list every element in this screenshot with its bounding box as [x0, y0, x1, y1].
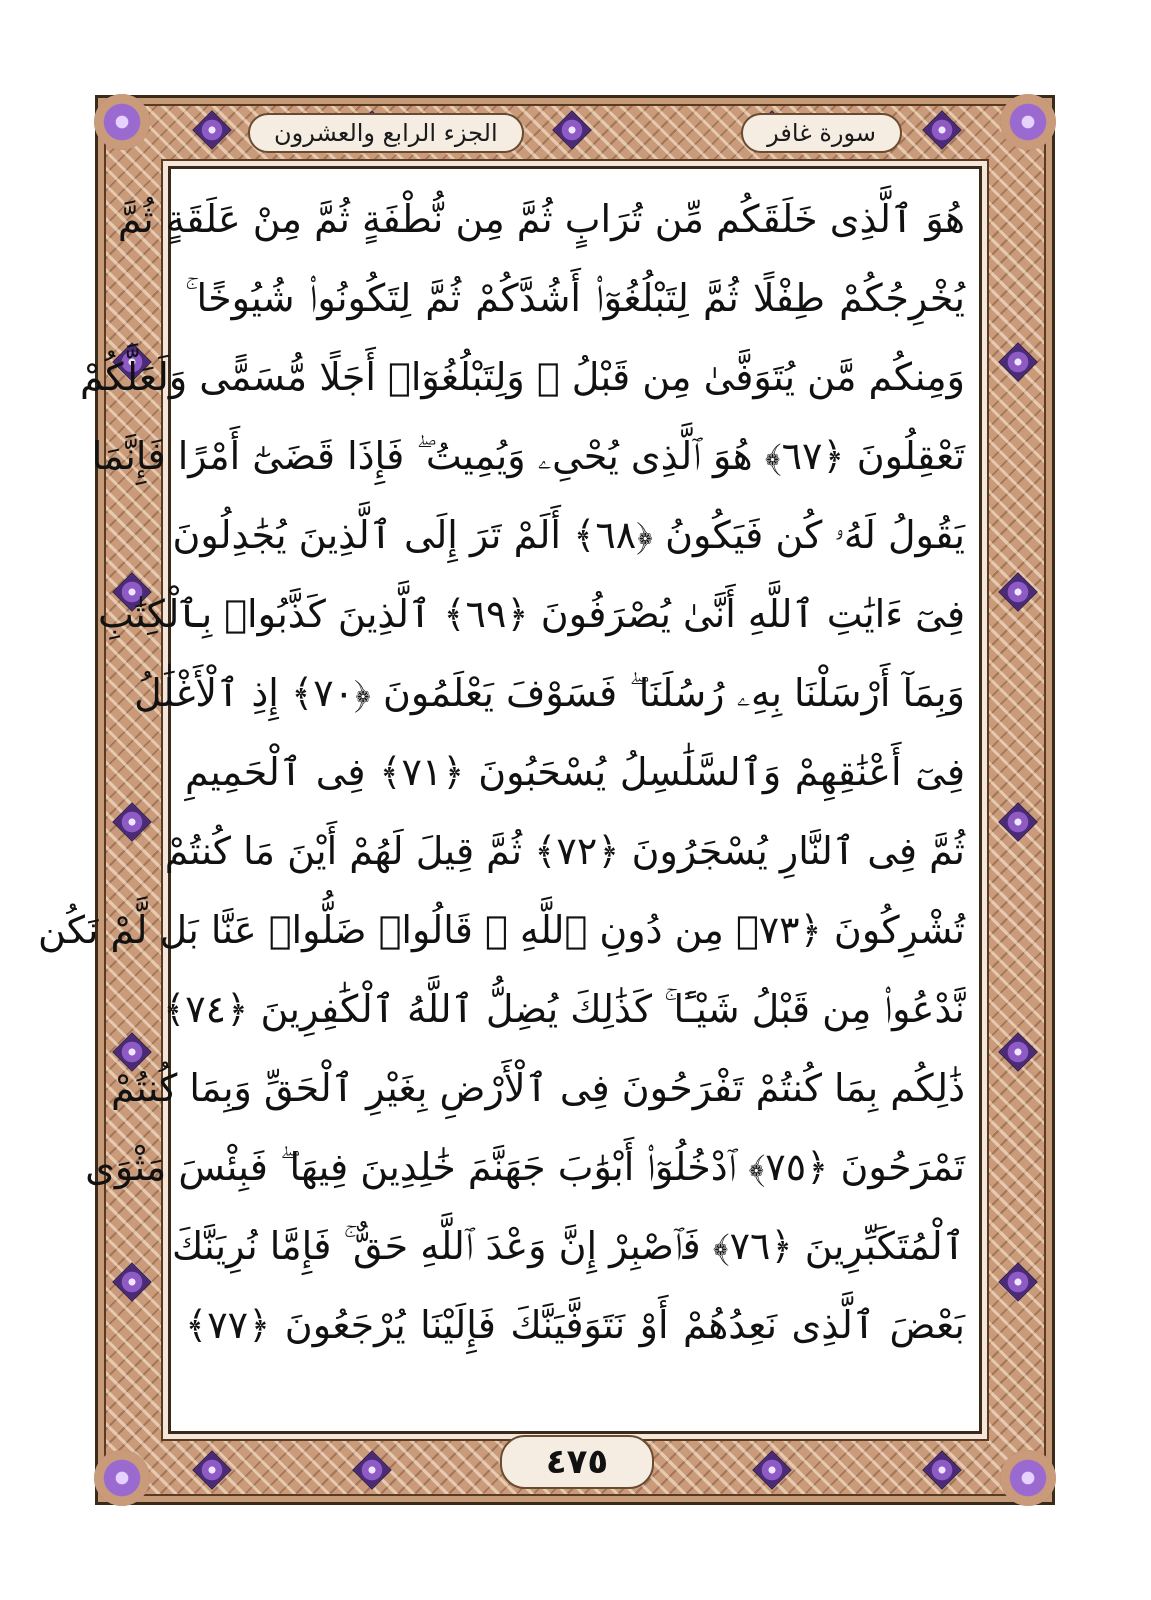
juz-label: الجزء الرابع والعشرون [248, 113, 524, 153]
verse-line: تُشْرِكُونَ ﴿٧٣﴾ مِن دُونِ ٱللَّهِ ۖ قَالُوا۟ ضَلُّوا۟ عَنَّا بَل لَّمْ نَكُن [37, 908, 965, 952]
verse-line: ثُمَّ فِى ٱلنَّارِ يُسْجَرُونَ ﴿٧٢﴾ ثُمَّ قِيلَ لَهُمْ أَيْنَ مَا كُنتُمْ [164, 829, 965, 873]
page-header [168, 108, 982, 158]
verse-line: بَعْضَ ٱلَّذِى نَعِدُهُمْ أَوْ نَتَوَفَّيَنَّكَ فَإِلَيْنَا يُرْجَعُونَ ﴿٧٧﴾ [185, 1303, 965, 1347]
verse-text-block [37, 188, 965, 1368]
corner-ornament-bottom-left [94, 1450, 150, 1506]
verse-line: فِىٓ أَعْنَٰقِهِمْ وَٱلسَّلَٰسِلُ يُسْحَبُونَ ﴿٧١﴾ فِى ٱلْحَمِيمِ [185, 750, 965, 794]
verse-line: يُخْرِجُكُمْ طِفْلًا ثُمَّ لِتَبْلُغُوٓا۟ أَشُدَّكُمْ ثُمَّ لِتَكُونُوا۟ شُيُوخًا ۚ [185, 276, 965, 320]
verse-line: تَمْرَحُونَ ﴿٧٥﴾ ٱدْخُلُوٓا۟ أَبْوَٰبَ جَهَنَّمَ خَٰلِدِينَ فِيهَا ۖ فَبِئْسَ مَثْوَى [85, 1145, 965, 1189]
verse-line: وَمِنكُم مَّن يُتَوَفَّىٰ مِن قَبْلُ ۖ وَلِتَبْلُغُوٓا۟ أَجَلًا مُّسَمًّى وَلَعَلَّكُمْ [80, 355, 965, 399]
verse-line: ٱلْمُتَكَبِّرِينَ ﴿٧٦﴾ فَٱصْبِرْ إِنَّ وَعْدَ ٱللَّهِ حَقٌّ ۚ فَإِمَّا نُرِيَنَّكَ [172, 1224, 965, 1268]
verse-line: وَبِمَآ أَرْسَلْنَا بِهِۦ رُسُلَنَا ۖ فَسَوْفَ يَعْلَمُونَ ﴿٧٠﴾ إِذِ ٱلْأَغْلَٰلُ [134, 671, 965, 715]
verse-line: يَقُولُ لَهُۥ كُن فَيَكُونُ ﴿٦٨﴾ أَلَمْ تَرَ إِلَى ٱلَّذِينَ يُجَٰدِلُونَ [172, 513, 965, 557]
surah-label: سورة غافر [741, 113, 902, 153]
verse-line: نَّدْعُوا۟ مِن قَبْلُ شَيْـًٔا ۚ كَذَٰلِكَ يُضِلُّ ٱللَّهُ ٱلْكَٰفِرِينَ ﴿٧٤﴾ [163, 987, 965, 1031]
verse-line: تَعْقِلُونَ ﴿٦٧﴾ هُوَ ٱلَّذِى يُحْىِۦ وَيُمِيتُ ۖ فَإِذَا قَضَىٰٓ أَمْرًا فَإِنَّمَا [91, 434, 965, 478]
corner-ornament-top-left [94, 94, 150, 150]
page-number: ٤٧٥ [500, 1435, 654, 1489]
verse-line: فِىٓ ءَايَٰتِ ٱللَّهِ أَنَّىٰ يُصْرَفُونَ ﴿٦٩﴾ ٱلَّذِينَ كَذَّبُوا۟ بِٱلْكِتَٰبِ [97, 592, 965, 636]
verse-line: ذَٰلِكُم بِمَا كُنتُمْ تَفْرَحُونَ فِى ٱلْأَرْضِ بِغَيْرِ ٱلْحَقِّ وَبِمَا كُنتُمْ [111, 1066, 965, 1110]
corner-ornament-bottom-right [1000, 1450, 1056, 1506]
verse-line: هُوَ ٱلَّذِى خَلَقَكُم مِّن تُرَابٍ ثُمَّ مِن نُّطْفَةٍ ثُمَّ مِنْ عَلَقَةٍ ثُمَّ [117, 197, 965, 241]
corner-ornament-top-right [1000, 94, 1056, 150]
